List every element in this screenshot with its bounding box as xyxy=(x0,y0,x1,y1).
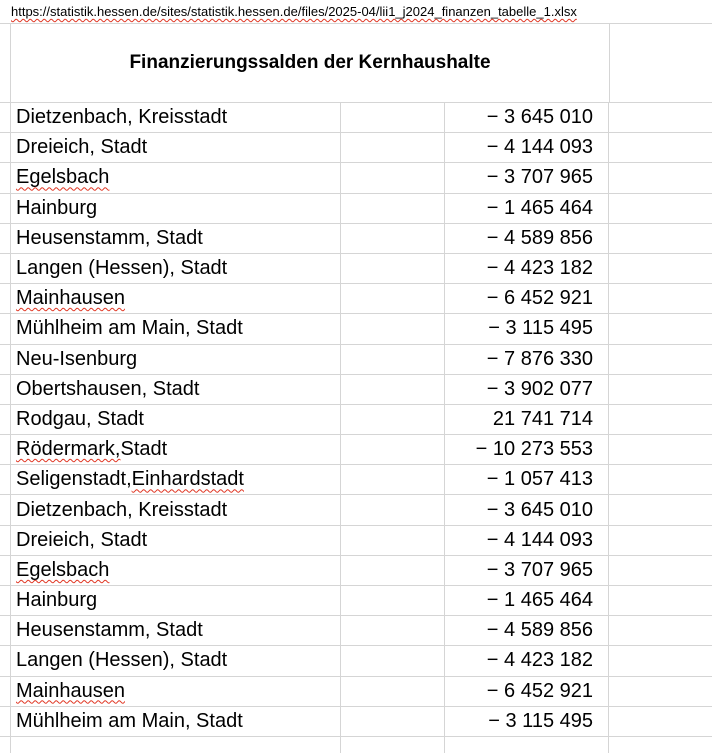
empty-cell[interactable] xyxy=(609,707,712,736)
value-cell[interactable]: − 6 452 921 xyxy=(445,677,609,706)
empty-cell[interactable] xyxy=(609,646,712,675)
left-margin-column xyxy=(0,495,11,524)
left-margin-column xyxy=(0,163,11,192)
table-row xyxy=(0,646,712,676)
municipality-cell[interactable]: Seligenstadt, Einhardstadt xyxy=(11,465,341,494)
table-row xyxy=(0,314,712,344)
table-row xyxy=(0,375,712,405)
municipality-cell[interactable]: Rodgau, Stadt xyxy=(11,405,341,434)
left-margin-column xyxy=(0,314,11,343)
value-cell[interactable]: − 3 645 010 xyxy=(445,495,609,524)
value-cell[interactable]: − 1 465 464 xyxy=(445,586,609,615)
municipality-cell[interactable]: Rödermark, Stadt xyxy=(11,435,341,464)
left-margin-column xyxy=(0,586,11,615)
municipality-cell[interactable]: Dietzenbach, Kreisstadt xyxy=(11,103,341,132)
empty-cell[interactable] xyxy=(341,646,445,675)
value-cell[interactable]: − 3 115 495 xyxy=(445,707,609,736)
misspelled-word: Egelsbach xyxy=(16,166,110,189)
empty-cell[interactable] xyxy=(609,284,712,313)
value-cell[interactable]: 21 741 714 xyxy=(445,405,609,434)
table-row xyxy=(0,526,712,556)
empty-cell[interactable] xyxy=(609,737,712,753)
empty-cell[interactable] xyxy=(609,526,712,555)
municipality-cell[interactable] xyxy=(11,556,341,585)
empty-cell[interactable] xyxy=(341,707,445,736)
empty-cell[interactable] xyxy=(609,194,712,223)
empty-cell[interactable] xyxy=(609,163,712,192)
value-cell[interactable]: − 1 057 413 xyxy=(445,465,609,494)
empty-cell[interactable] xyxy=(609,103,712,132)
left-margin-column xyxy=(0,616,11,645)
table-row xyxy=(0,254,712,284)
municipality-cell[interactable]: Dreieich, Stadt xyxy=(11,133,341,162)
table-row xyxy=(0,707,712,737)
value-cell[interactable]: − 1 465 464 xyxy=(445,194,609,223)
municipality-cell[interactable]: Obertshausen, Stadt xyxy=(11,375,341,404)
municipality-cell[interactable]: Mühlheim am Main, Stadt xyxy=(11,707,341,736)
left-margin-column xyxy=(0,224,11,253)
empty-cell[interactable] xyxy=(341,375,445,404)
empty-cell[interactable] xyxy=(609,586,712,615)
empty-cell[interactable] xyxy=(341,495,445,524)
left-margin-column xyxy=(0,345,11,374)
empty-cell[interactable] xyxy=(609,345,712,374)
municipality-cell[interactable]: Langen (Hessen), Stadt xyxy=(11,254,341,283)
value-cell[interactable] xyxy=(445,737,609,753)
table-title-cell[interactable] xyxy=(11,24,610,102)
empty-cell[interactable] xyxy=(341,194,445,223)
municipality-cell[interactable]: Heusenstamm, Stadt xyxy=(11,616,341,645)
table-row xyxy=(0,435,712,465)
empty-cell[interactable] xyxy=(609,405,712,434)
partial-row xyxy=(0,737,712,753)
municipality-cell[interactable]: Dreieich, Stadt xyxy=(11,526,341,555)
table-row xyxy=(0,163,712,193)
table-row xyxy=(0,133,712,163)
municipality-cell[interactable] xyxy=(11,677,341,706)
empty-cell[interactable] xyxy=(341,586,445,615)
empty-cell[interactable] xyxy=(341,616,445,645)
left-margin-column xyxy=(0,737,11,753)
left-margin-column xyxy=(0,707,11,736)
left-margin-column xyxy=(0,375,11,404)
table-row xyxy=(0,586,712,616)
empty-cell[interactable] xyxy=(341,526,445,555)
empty-cell[interactable] xyxy=(609,616,712,645)
left-margin-column xyxy=(0,556,11,585)
misspelled-word: Einhardstadt xyxy=(131,468,244,491)
empty-cell[interactable] xyxy=(609,556,712,585)
table-row xyxy=(0,345,712,375)
left-margin-column xyxy=(0,133,11,162)
left-margin-column xyxy=(0,435,11,464)
empty-cell[interactable] xyxy=(609,435,712,464)
empty-cell[interactable] xyxy=(610,24,712,102)
file-url-text[interactable]: https://statistik.hessen.de/sites/statistik.hessen.de/files/2025-04/lii1_j2024_finanzen_tabelle_1.xlsx xyxy=(11,4,577,19)
value-cell[interactable]: − 4 423 182 xyxy=(445,646,609,675)
misspelled-word: Rödermark, xyxy=(16,438,121,461)
value-cell[interactable]: − 10 273 553 xyxy=(445,435,609,464)
empty-cell[interactable] xyxy=(609,375,712,404)
municipality-cell[interactable]: Langen (Hessen), Stadt xyxy=(11,646,341,675)
municipality-cell[interactable]: Hainburg xyxy=(11,586,341,615)
value-cell[interactable]: − 3 902 077 xyxy=(445,375,609,404)
empty-cell[interactable] xyxy=(341,224,445,253)
table-row xyxy=(0,616,712,646)
table-row xyxy=(0,224,712,254)
value-cell[interactable]: − 4 589 856 xyxy=(445,616,609,645)
municipality-cell[interactable]: Heusenstamm, Stadt xyxy=(11,224,341,253)
value-cell[interactable]: − 4 144 093 xyxy=(445,526,609,555)
title-row xyxy=(0,24,712,103)
municipality-cell[interactable]: Hainburg xyxy=(11,194,341,223)
misspelled-word: Mainhausen xyxy=(16,287,125,310)
empty-cell[interactable] xyxy=(341,677,445,706)
misspelled-word: Mainhausen xyxy=(16,679,125,702)
empty-cell[interactable] xyxy=(341,103,445,132)
value-cell[interactable]: − 4 589 856 xyxy=(445,224,609,253)
url-cell-row xyxy=(0,0,712,24)
value-cell[interactable]: − 4 144 093 xyxy=(445,133,609,162)
empty-cell[interactable] xyxy=(341,314,445,343)
left-margin-column xyxy=(0,254,11,283)
empty-cell[interactable] xyxy=(341,163,445,192)
left-margin-column xyxy=(0,646,11,675)
municipality-cell[interactable]: Neu-Isenburg xyxy=(11,345,341,374)
value-cell[interactable]: − 7 876 330 xyxy=(445,345,609,374)
empty-cell[interactable] xyxy=(341,133,445,162)
misspelled-word: Egelsbach xyxy=(16,558,110,581)
empty-cell[interactable] xyxy=(609,314,712,343)
municipality-cell[interactable] xyxy=(11,737,341,753)
left-margin-column xyxy=(0,405,11,434)
table-row xyxy=(0,103,712,133)
value-cell[interactable]: − 6 452 921 xyxy=(445,284,609,313)
table-row xyxy=(0,465,712,495)
left-margin-column xyxy=(0,465,11,494)
empty-cell[interactable] xyxy=(341,254,445,283)
left-margin-column xyxy=(0,194,11,223)
left-margin-column xyxy=(0,526,11,555)
municipality-cell[interactable]: Dietzenbach, Kreisstadt xyxy=(11,495,341,524)
table-body xyxy=(0,103,712,737)
empty-cell[interactable] xyxy=(609,495,712,524)
empty-cell[interactable] xyxy=(609,224,712,253)
empty-cell[interactable] xyxy=(341,737,445,753)
left-margin-column xyxy=(0,284,11,313)
value-cell[interactable]: − 3 645 010 xyxy=(445,103,609,132)
value-cell[interactable]: − 3 707 965 xyxy=(445,163,609,192)
table-row xyxy=(0,556,712,586)
empty-cell[interactable] xyxy=(341,405,445,434)
empty-cell[interactable] xyxy=(341,284,445,313)
value-cell[interactable]: − 4 423 182 xyxy=(445,254,609,283)
left-margin-column xyxy=(0,24,11,102)
value-cell[interactable]: − 3 707 965 xyxy=(445,556,609,585)
empty-cell[interactable] xyxy=(341,345,445,374)
empty-cell[interactable] xyxy=(609,133,712,162)
left-margin-column xyxy=(0,103,11,132)
empty-cell[interactable] xyxy=(341,435,445,464)
table-row xyxy=(0,495,712,525)
empty-cell[interactable] xyxy=(609,254,712,283)
empty-cell[interactable] xyxy=(341,465,445,494)
value-cell[interactable]: − 3 115 495 xyxy=(445,314,609,343)
municipality-cell[interactable] xyxy=(11,163,341,192)
empty-cell[interactable] xyxy=(609,677,712,706)
table-row xyxy=(0,194,712,224)
left-margin-column xyxy=(0,677,11,706)
table-row xyxy=(0,677,712,707)
municipality-cell[interactable]: Mühlheim am Main, Stadt xyxy=(11,314,341,343)
page-title: Finanzierungssalden der Kernhaushalte xyxy=(129,52,491,73)
empty-cell[interactable] xyxy=(341,556,445,585)
table-row xyxy=(0,405,712,435)
municipality-cell[interactable] xyxy=(11,284,341,313)
empty-cell[interactable] xyxy=(609,465,712,494)
table-row xyxy=(0,284,712,314)
